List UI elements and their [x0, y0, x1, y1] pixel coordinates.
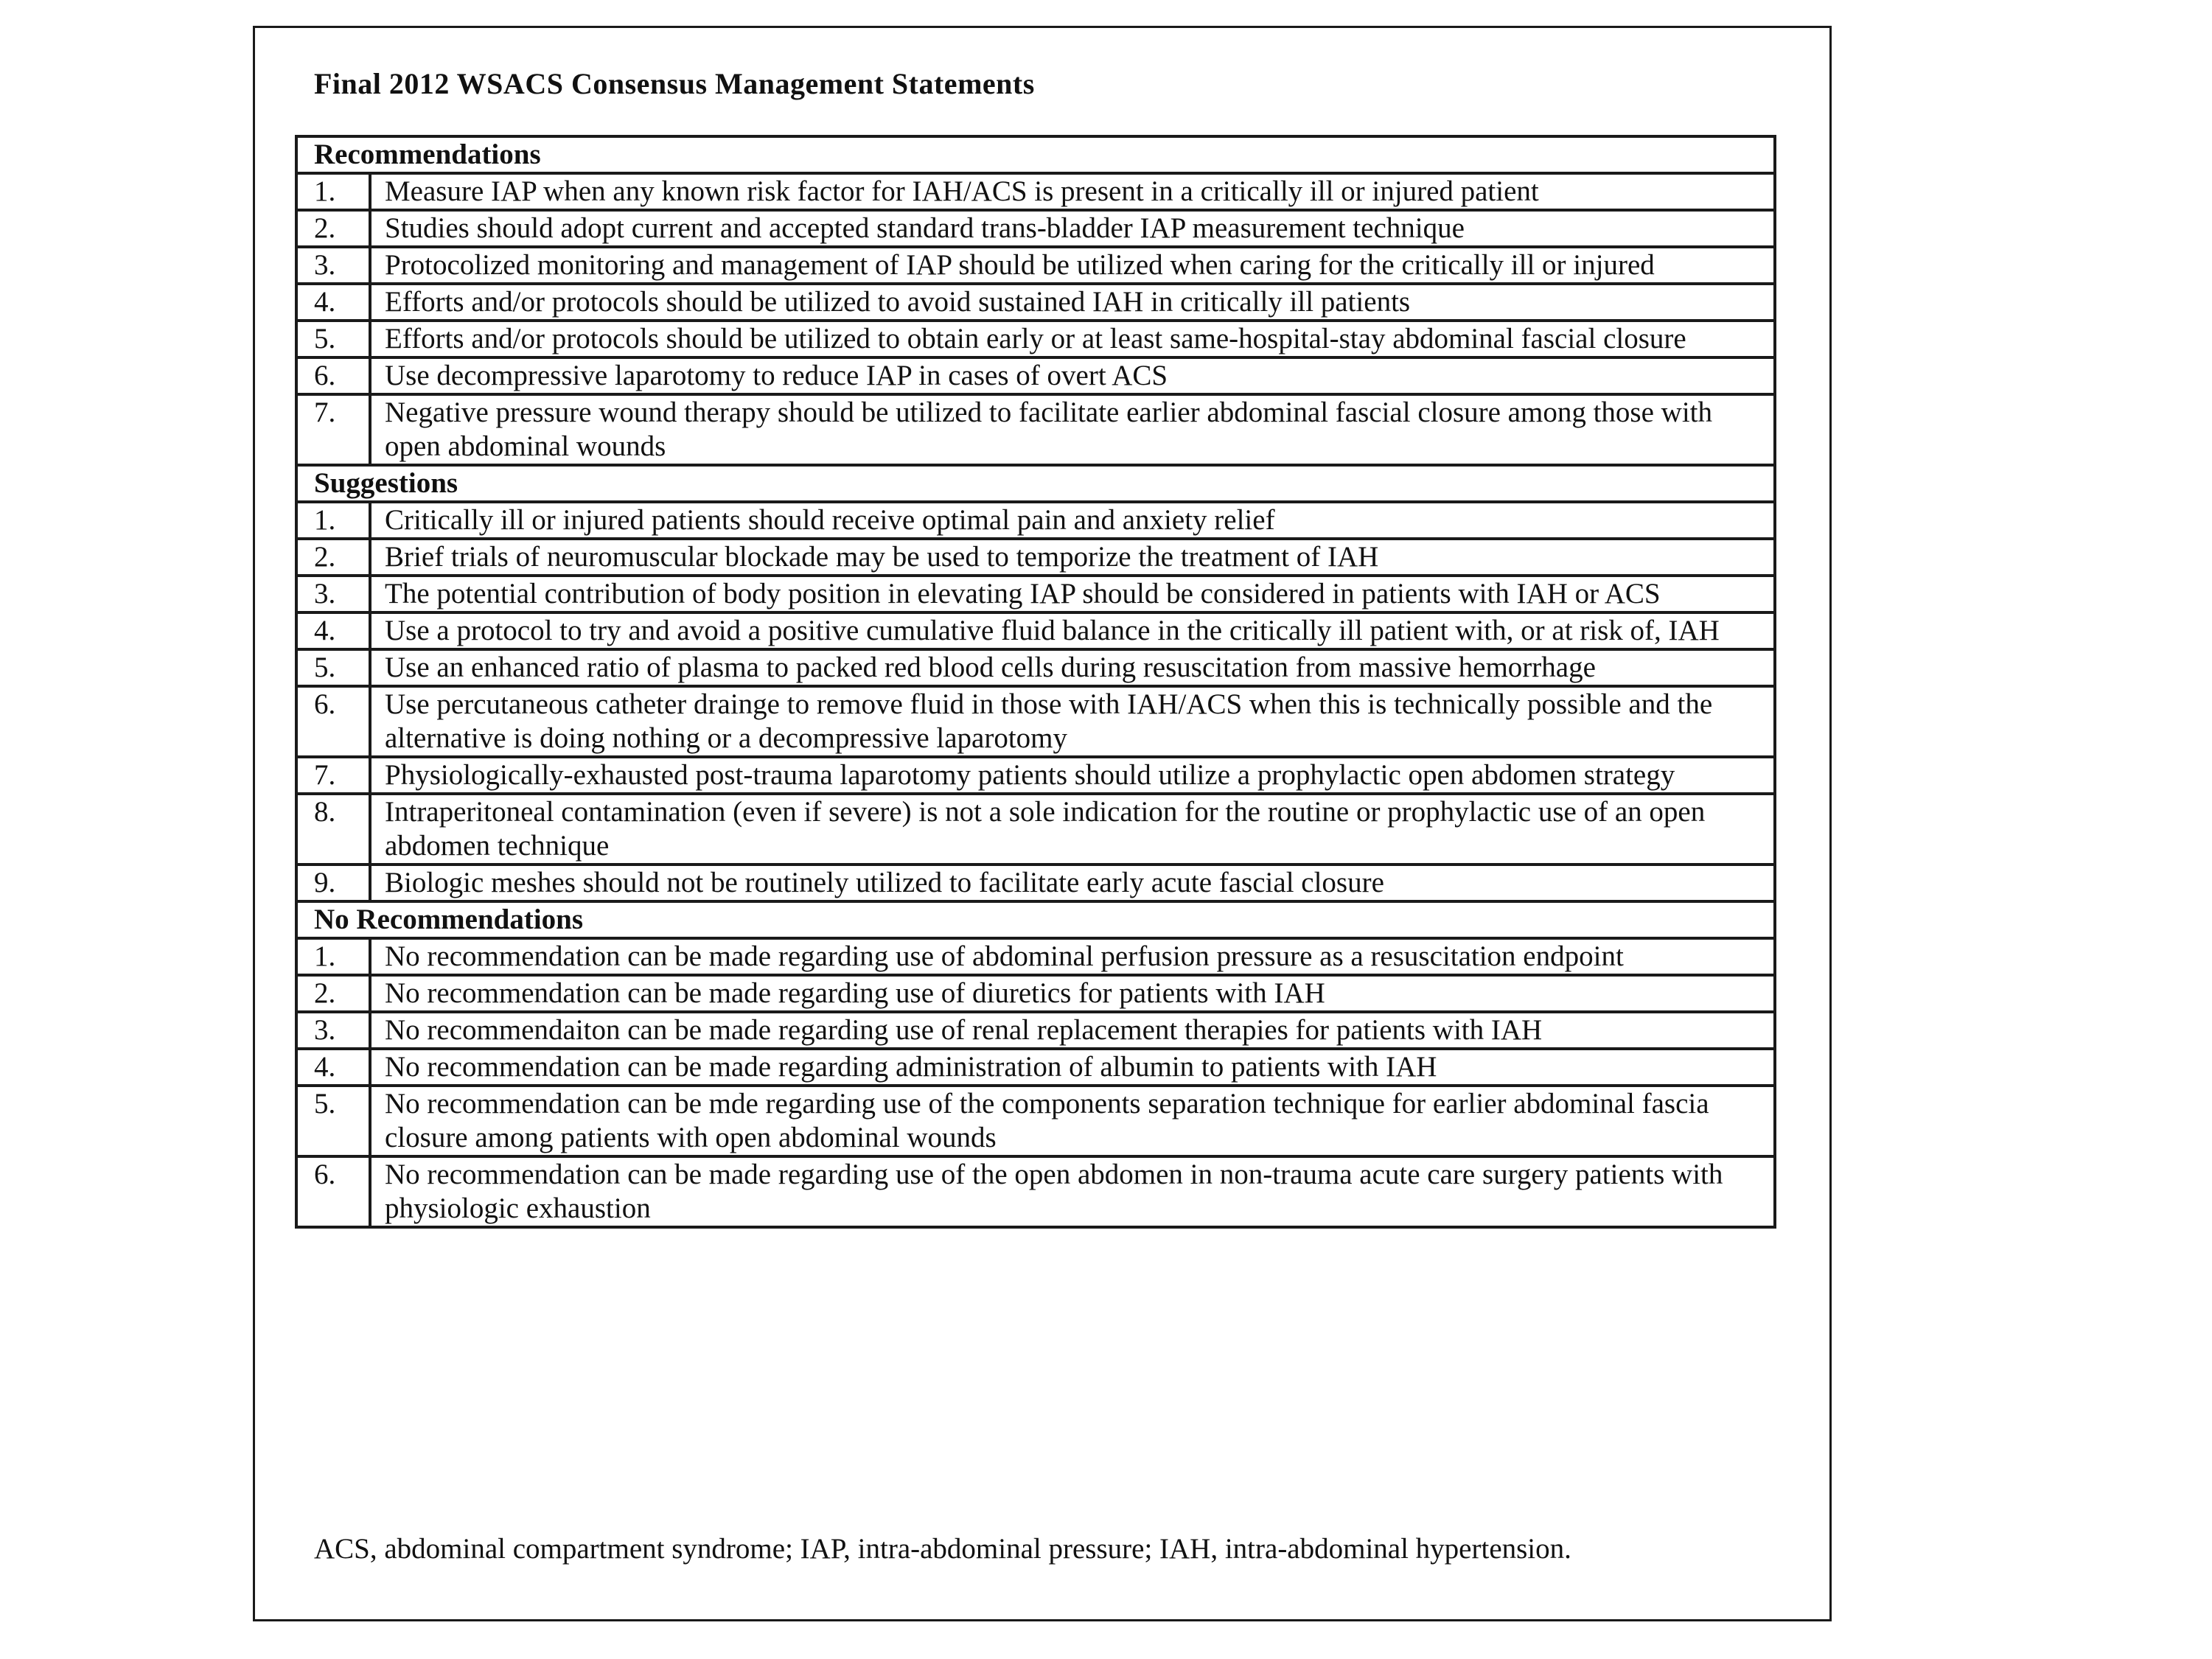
table-row [296, 865, 1775, 901]
table-row [296, 502, 1775, 539]
section-heading-suggestions: Suggestions [296, 465, 1775, 502]
table-row [296, 612, 1775, 649]
section-heading-recommendations: Recommendations [296, 136, 1775, 173]
table-row [296, 649, 1775, 686]
row-number: 2. [296, 539, 370, 576]
row-number: 6. [296, 357, 370, 394]
statement-text: No recommendation can be mde regarding use of the components separation technique for earlier abdominal fascia closure among patients with open abdominal wounds [370, 1086, 1775, 1156]
statement-text: Intraperitoneal contamination (even if severe) is not a sole indication for the routine or prophylactic use of an open abdomen technique [370, 794, 1775, 865]
table-row [296, 975, 1775, 1012]
statement-text: Studies should adopt current and accepted standard trans-bladder IAP measurement technique [370, 210, 1775, 247]
row-number: 9. [296, 865, 370, 901]
row-number: 1. [296, 502, 370, 539]
statement-text: Biologic meshes should not be routinely utilized to facilitate early acute fascial closure [370, 865, 1775, 901]
table-row [296, 1156, 1775, 1227]
row-number: 7. [296, 757, 370, 794]
statement-text: No recommendation can be made regarding use of abdominal perfusion pressure as a resuscitation endpoint [370, 938, 1775, 975]
table-row [296, 394, 1775, 465]
section-header-row [296, 136, 1775, 173]
statement-text: Efforts and/or protocols should be utilized to obtain early or at least same-hospital-stay abdominal fascial closure [370, 321, 1775, 357]
table-row [296, 284, 1775, 321]
table-row [296, 247, 1775, 284]
table-row [296, 938, 1775, 975]
table-row [296, 321, 1775, 357]
row-number: 5. [296, 321, 370, 357]
row-number: 8. [296, 794, 370, 865]
row-number: 2. [296, 210, 370, 247]
row-number: 5. [296, 1086, 370, 1156]
row-number: 3. [296, 576, 370, 612]
statement-text: Negative pressure wound therapy should be utilized to facilitate earlier abdominal fascial closure among those with open abdominal wounds [370, 394, 1775, 465]
document-title: Final 2012 WSACS Consensus Management Statements [314, 67, 1035, 100]
statement-text: Physiologically-exhausted post-trauma laparotomy patients should utilize a prophylactic open abdomen strategy [370, 757, 1775, 794]
table-row [296, 357, 1775, 394]
statement-text: No recommendation can be made regarding use of diuretics for patients with IAH [370, 975, 1775, 1012]
statement-text: No recommendation can be made regarding administration of albumin to patients with IAH [370, 1049, 1775, 1086]
table-row [296, 1086, 1775, 1156]
document-frame [253, 26, 1832, 1621]
table-row [296, 539, 1775, 576]
statement-text: Use an enhanced ratio of plasma to packed red blood cells during resuscitation from massive hemorrhage [370, 649, 1775, 686]
row-number: 6. [296, 686, 370, 757]
statements-table [295, 135, 1776, 1229]
statement-text: Brief trials of neuromuscular blockade may be used to temporize the treatment of IAH [370, 539, 1775, 576]
statement-text: The potential contribution of body position in elevating IAP should be considered in patients with IAH or ACS [370, 576, 1775, 612]
table-row [296, 794, 1775, 865]
statement-text: Use a protocol to try and avoid a positive cumulative fluid balance in the critically ill patient with, or at risk of, IAH [370, 612, 1775, 649]
row-number: 3. [296, 1012, 370, 1049]
table-row [296, 686, 1775, 757]
section-header-row [296, 465, 1775, 502]
table-row [296, 173, 1775, 210]
row-number: 2. [296, 975, 370, 1012]
statement-text: Efforts and/or protocols should be utilized to avoid sustained IAH in critically ill patients [370, 284, 1775, 321]
statement-text: No recommendaiton can be made regarding use of renal replacement therapies for patients with IAH [370, 1012, 1775, 1049]
row-number: 1. [296, 173, 370, 210]
table-footnote: ACS, abdominal compartment syndrome; IAP, intra-abdominal pressure; IAH, intra-abdominal hypertension. [314, 1533, 1571, 1565]
table-row [296, 210, 1775, 247]
table-row [296, 1049, 1775, 1086]
row-number: 5. [296, 649, 370, 686]
statement-text: Critically ill or injured patients should receive optimal pain and anxiety relief [370, 502, 1775, 539]
table-row [296, 1012, 1775, 1049]
row-number: 1. [296, 938, 370, 975]
statement-text: Use decompressive laparotomy to reduce IAP in cases of overt ACS [370, 357, 1775, 394]
row-number: 4. [296, 284, 370, 321]
row-number: 4. [296, 1049, 370, 1086]
row-number: 6. [296, 1156, 370, 1227]
section-heading-no-recommendations: No Recommendations [296, 901, 1775, 938]
table-row [296, 757, 1775, 794]
section-header-row [296, 901, 1775, 938]
row-number: 4. [296, 612, 370, 649]
row-number: 3. [296, 247, 370, 284]
statement-text: No recommendation can be made regarding use of the open abdomen in non-trauma acute care surgery patients with physiologic exhaustion [370, 1156, 1775, 1227]
row-number: 7. [296, 394, 370, 465]
statement-text: Protocolized monitoring and management of IAP should be utilized when caring for the critically ill or injured [370, 247, 1775, 284]
statement-text: Use percutaneous catheter drainge to remove fluid in those with IAH/ACS when this is technically possible and the alternative is doing nothing or a decompressive laparotomy [370, 686, 1775, 757]
table-row [296, 576, 1775, 612]
statement-text: Measure IAP when any known risk factor for IAH/ACS is present in a critically ill or injured patient [370, 173, 1775, 210]
